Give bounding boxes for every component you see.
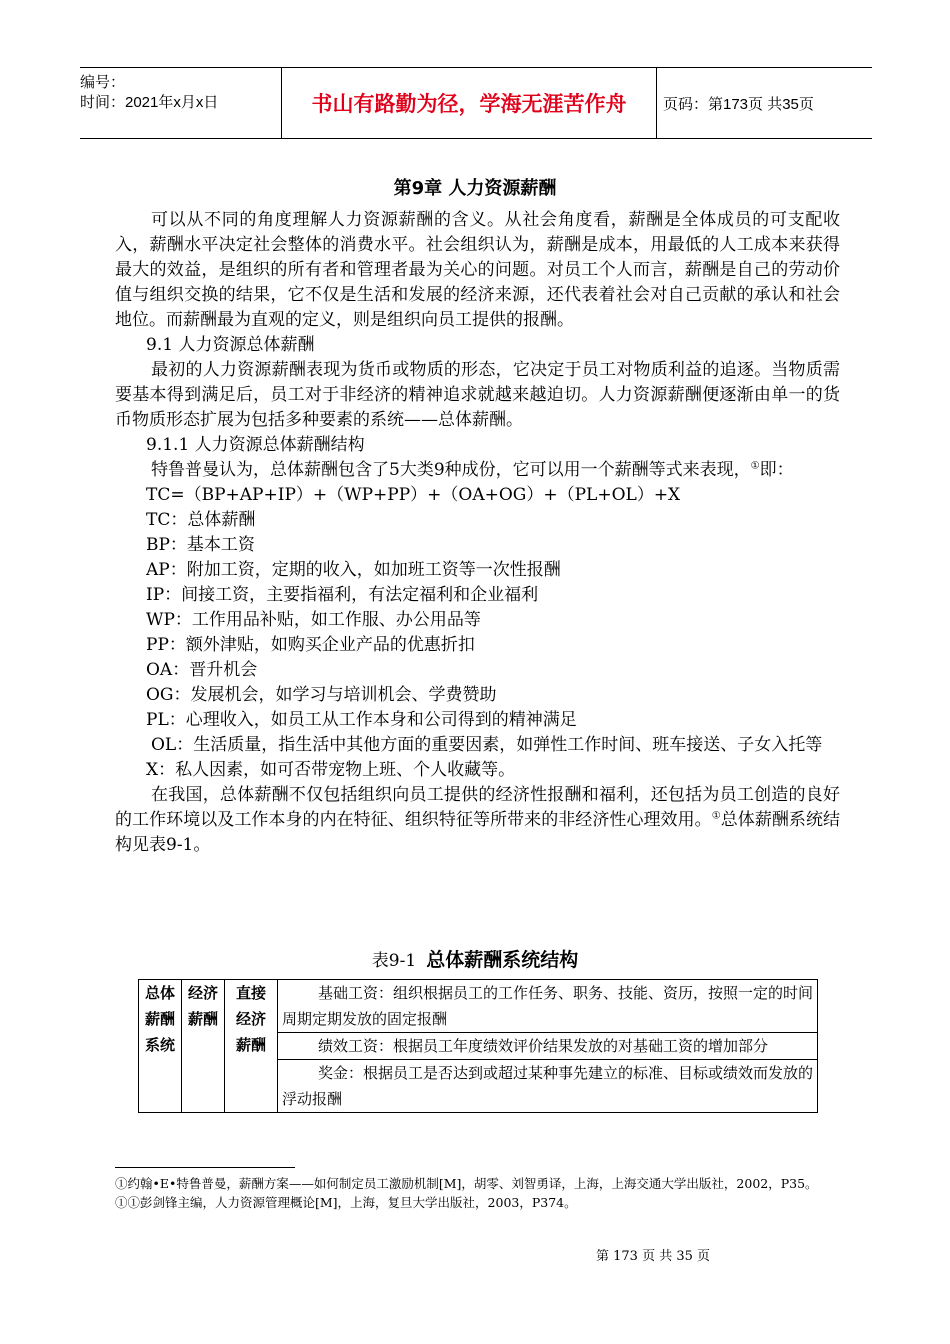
- definition: X：私人因素，如可否带宠物上班、个人收藏等。: [146, 760, 516, 780]
- table-caption: [0, 945, 950, 972]
- page-header: [80, 67, 872, 139]
- table-title: 总体薪酬系统结构: [426, 949, 579, 971]
- footnote-divider: [115, 1167, 295, 1168]
- definition: TC：总体薪酬: [146, 510, 256, 530]
- definition: PL：心理收入，如员工从工作本身和公司得到的精神满足: [146, 710, 577, 730]
- compensation-table: [138, 979, 818, 1113]
- document-body: [115, 208, 840, 858]
- intro-paragraph: 可以从不同的角度理解人力资源薪酬的含义。从社会角度看，薪酬是全体成员的可支配收入，薪酬水平决定社会整体的消费水平。社会组织认为，薪酬是成本，用最低的人工成本来获得最大的效益，是组织的所有者和管理者最为关心的问题。对员工个人而言，薪酬是自己的劳动价值与组织交换的结果，它不仅是生活和发展的经济来源，还代表着社会对自己贡献的承认和社会地位。而薪酬最为直观的定义，则是组织向员工提供的报酬。: [115, 210, 840, 330]
- definition: OA：晋升机会: [146, 660, 258, 680]
- header-page-label: 页码：第173页 共35页: [663, 95, 814, 113]
- header-motto: 书山有路勤为径，学海无涯苦作舟: [282, 68, 657, 138]
- section-heading: 9.1 人力资源总体薪酬: [146, 335, 315, 355]
- definition: IP：间接工资，主要指福利，有法定福利和企业福利: [146, 585, 539, 605]
- paragraph-text: 特鲁普曼认为，总体薪酬包含了5大类9种成份，它可以用一个薪酬等式来表现，: [151, 460, 751, 480]
- table-cell: 奖金：根据员工是否达到或超过某种事先建立的标准、目标或绩效而发放的浮动报酬: [278, 1060, 818, 1113]
- footnote: ①约翰•E•特鲁普曼，薪酬方案——如何制定员工激励机制[M]，胡零、刘智勇译，上海，上海交通大学出版社，2002，P35。: [115, 1176, 818, 1191]
- subsection-heading: 9.1.1 人力资源总体薪酬结构: [146, 435, 365, 455]
- table-number: 表9-1: [371, 951, 417, 971]
- chapter-title: 第9章 人力资源薪酬: [393, 178, 557, 199]
- header-info: [80, 68, 282, 138]
- definition: OG：发展机会，如学习与培训机会、学费赞助: [146, 685, 497, 705]
- footnote-ref: ①: [711, 810, 721, 822]
- table-cell-total: 总体薪酬系统: [139, 980, 182, 1113]
- paragraph-text: 在我国，总体薪酬不仅包括组织向员工提供的经济性报酬和福利，还包括为员工创造的良好的工作环境以及工作本身的内在特征、组织特征等所带来的非经济性心理效用。: [115, 785, 840, 830]
- definition: OL：生活质量，指生活中其他方面的重要因素，如弹性工作时间、班车接送、子女入托等: [151, 735, 823, 755]
- definition: BP：基本工资: [146, 535, 255, 555]
- footnote-ref: ①: [750, 460, 760, 472]
- table-cell-direct: 直接经济薪酬: [225, 980, 278, 1113]
- footnotes: [115, 1174, 835, 1212]
- page-footer: 第 173 页 共 35 页: [596, 1249, 711, 1264]
- date-label: 时间：2021年x月x日: [80, 94, 219, 111]
- paragraph: [115, 783, 840, 858]
- table-cell-economic: 经济薪酬: [182, 980, 225, 1113]
- table-cell: 绩效工资：根据员工年度绩效评价结果发放的对基础工资的增加部分: [278, 1033, 818, 1060]
- definition: WP：工作用品补贴，如工作服、办公用品等: [146, 610, 481, 630]
- number-label: 编号：: [80, 74, 126, 91]
- paragraph: 最初的人力资源薪酬表现为货币或物质的形态，它决定于员工对物质利益的追逐。当物质需要基本得到满足后，员工对于非经济的精神追求就越来越迫切。人力资源薪酬便逐渐由单一的货币物质形态扩展为包括多种要素的系统——总体薪酬。: [115, 360, 840, 430]
- table-cell: 基础工资：组织根据员工的工作任务、职务、技能、资历，按照一定的时间周期定期发放的固定报酬: [278, 980, 818, 1033]
- footnote: ①①彭剑锋主编，人力资源管理概论[M]，上海，复旦大学出版社，2003，P374。: [115, 1195, 577, 1210]
- paragraph-text: 即：: [759, 460, 794, 480]
- formula: TC=（BP+AP+IP）+（WP+PP）+（OA+OG）+（PL+OL）+X: [146, 485, 681, 505]
- definition: AP：附加工资，定期的收入，如加班工资等一次性报酬: [146, 560, 561, 580]
- paragraph-text: 总体薪酬系统结构见表9-1。: [115, 810, 841, 855]
- table-row: [139, 980, 818, 1033]
- paragraph: [115, 458, 840, 483]
- definition: PP：额外津贴，如购买企业产品的优惠折扣: [146, 635, 475, 655]
